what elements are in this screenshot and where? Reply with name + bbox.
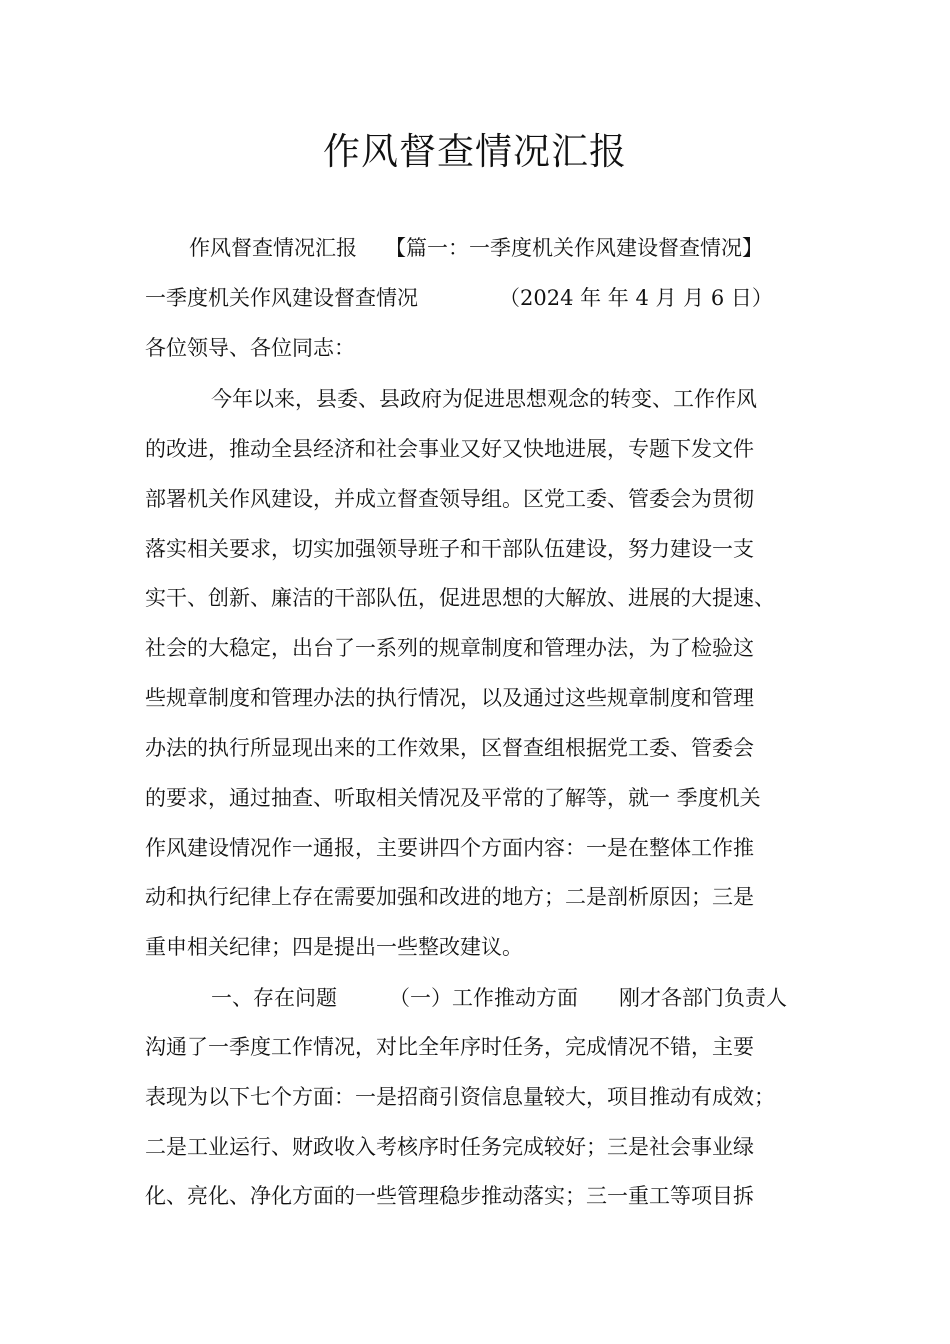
paragraph-text: 动和执行纪律上存在需要加强和改进的地方；二是剖析原因；三是 <box>145 885 754 909</box>
header-subtitle-text: 一季度机关作风建设督查情况 <box>145 286 418 310</box>
paragraph-text: 化、亮化、净化方面的一些管理稳步推动落实；三一重工等项目拆 <box>145 1184 754 1208</box>
paragraph-text: 部署机关作风建设，并成立督查领导组。区党工委、管委会为贯彻 <box>145 487 754 511</box>
paragraph-text: 的改进，推动全县经济和社会事业又好又快地进展，专题下发文件 <box>145 437 754 461</box>
paragraph-text: 沟通了一季度工作情况，对比全年序时任务，完成情况不错，主要 <box>145 1035 754 1059</box>
paragraph-text: 重申相关纪律；四是提出一些整改建议。 <box>145 935 523 959</box>
paragraph-text: 落实相关要求，切实加强领导班子和干部队伍建设，努力建设一支 <box>145 537 754 561</box>
subsection-heading: （一）工作推动方面 <box>389 986 578 1010</box>
paragraph-text: 表现为以下七个方面：一是招商引资信息量较大，项目推动有成效； <box>145 1085 775 1109</box>
paragraph-text: 社会的大稳定，出台了一系列的规章制度和管理办法，为了检验这 <box>145 636 754 660</box>
header-date-text: （2024 年 年 4 月 月 6 日） <box>499 286 773 310</box>
paragraph-line <box>0 1181 950 1271</box>
paragraph-text: 办法的执行所显现出来的工作效果，区督查组根据党工委、管委会 <box>145 736 754 760</box>
paragraph-text: 实干、创新、廉洁的干部队伍，促进思想的大解放、进展的大提速、 <box>145 586 775 610</box>
header-title-text: 作风督查情况汇报 <box>189 236 357 260</box>
paragraph-text: 作风建设情况作一通报，主要讲四个方面内容：一是在整体工作推 <box>145 836 754 860</box>
header-section-label: 【篇一：一季度机关作风建设督查情况】 <box>385 236 763 260</box>
salutation-text: 各位领导、各位同志： <box>145 336 355 360</box>
document-title: 作风督查情况汇报 <box>323 130 627 173</box>
paragraph-text: 今年以来，县委、县政府为促进思想观念的转变、工作作风 <box>211 387 757 411</box>
paragraph-text: 些规章制度和管理办法的执行情况，以及通过这些规章制度和管理 <box>145 686 754 710</box>
paragraph-text: 刚才各部门负责人 <box>619 986 787 1010</box>
paragraph-text: 的要求，通过抽查、听取相关情况及平常的了解等，就一 季度机关 <box>145 786 761 810</box>
paragraph-text: 二是工业运行、财政收入考核序时任务完成较好；三是社会事业绿 <box>145 1135 754 1159</box>
section-heading: 一、存在问题 <box>211 986 337 1010</box>
